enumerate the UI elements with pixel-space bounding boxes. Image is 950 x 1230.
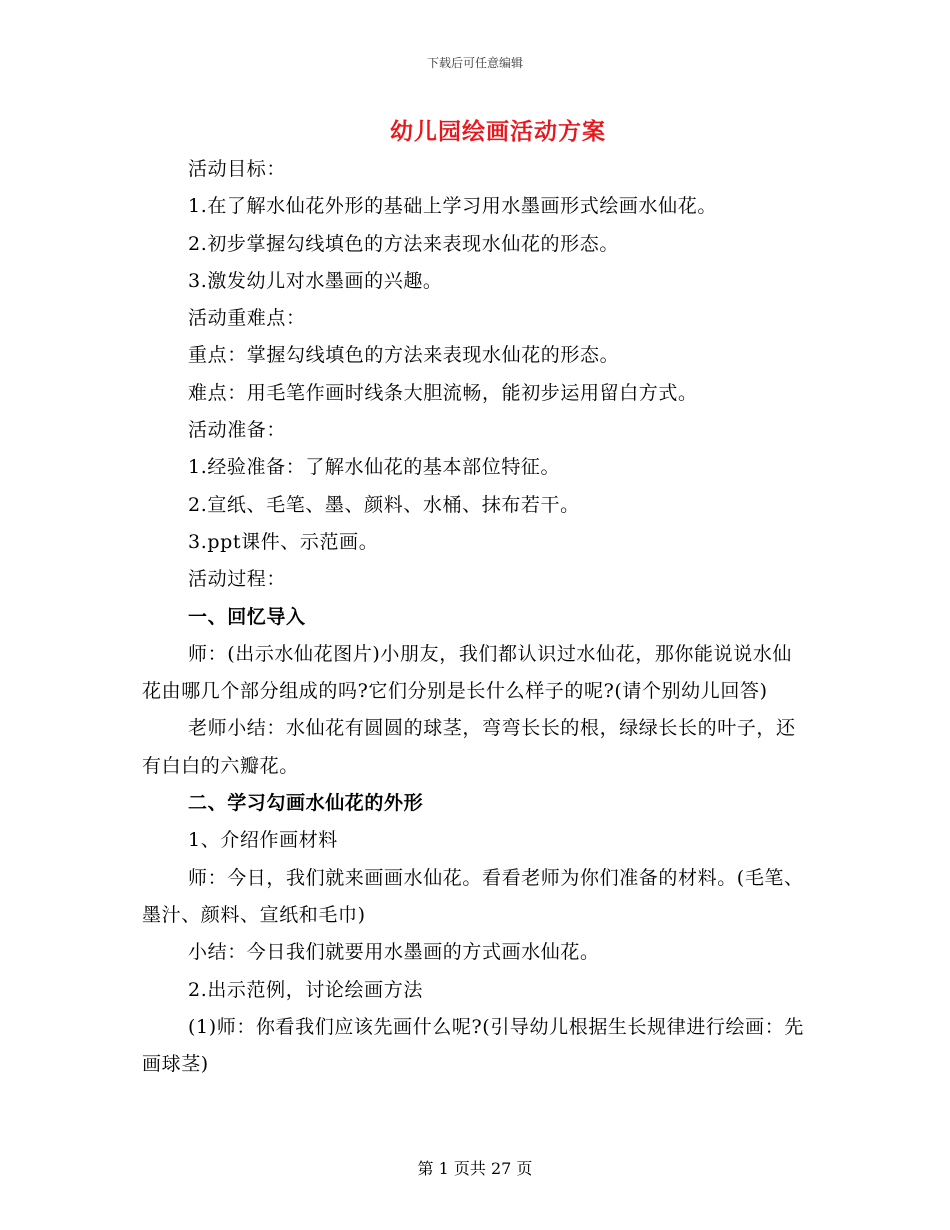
paragraph-prep-1: 1.经验准备：了解水仙花的基本部位特征。 xyxy=(188,456,561,479)
paragraph-goals-heading: 活动目标： xyxy=(188,158,287,180)
paragraph-example-question: (1)师：你看我们应该先画什么呢?(引导幼儿根据生长规律进行绘画：先画球茎) xyxy=(142,1015,804,1076)
paragraph-materials-summary: 小结：今日我们就要用水墨画的方式画水仙花。 xyxy=(188,941,600,964)
document-body xyxy=(142,151,810,1083)
paragraph-example-heading: 2.出示范例，讨论绘画方法 xyxy=(188,978,423,1001)
paragraph-teacher-question: 师：(出示水仙花图片)小朋友，我们都认识过水仙花，那你能说说水仙花由哪几个部分组成的吗?它们分别是长什么样子的呢?(请个别幼儿回答) xyxy=(142,642,793,703)
page-number-footer: 第 1 页共 27 页 xyxy=(417,1159,533,1178)
paragraph-process-heading: 活动过程： xyxy=(188,568,287,591)
paragraph-prep-3: 3.ppt课件、示范画。 xyxy=(188,530,379,553)
paragraph-difficulty: 难点：用毛笔作画时线条大胆流畅，能初步运用留白方式。 xyxy=(188,381,698,404)
paragraph-keypoint: 重点：掌握勾线填色的方法来表现水仙花的形态。 xyxy=(188,344,620,367)
paragraph-preparation-heading: 活动准备： xyxy=(188,419,287,442)
header-note: 下载后可任意编辑 xyxy=(426,56,523,70)
document-title: 幼儿园绘画活动方案 xyxy=(390,118,606,145)
paragraph-materials-heading: 1、介绍作画材料 xyxy=(188,829,338,852)
paragraph-goal-3: 3.激发幼儿对水墨画的兴趣。 xyxy=(188,269,443,292)
section-heading-review: 一、回忆导入 xyxy=(188,605,306,628)
section-heading-learn-drawing: 二、学习勾画水仙花的外形 xyxy=(188,792,424,815)
paragraph-keypoints-heading: 活动重难点： xyxy=(188,307,306,330)
paragraph-teacher-summary: 老师小结：水仙花有圆圆的球茎，弯弯长长的根，绿绿长长的叶子，还有白白的六瓣花。 xyxy=(142,717,796,777)
paragraph-materials-intro: 师：今日，我们就来画画水仙花。看看老师为你们准备的材料。(毛笔、墨汁、颜料、宣纸和毛巾) xyxy=(142,866,804,926)
paragraph-goal-2: 2.初步掌握勾线填色的方法来表现水仙花的形态。 xyxy=(188,232,619,255)
paragraph-goal-1: 1.在了解水仙花外形的基础上学习用水墨画形式绘画水仙花。 xyxy=(188,195,717,218)
paragraph-prep-2: 2.宣纸、毛笔、墨、颜料、水桶、抹布若干。 xyxy=(188,493,580,516)
